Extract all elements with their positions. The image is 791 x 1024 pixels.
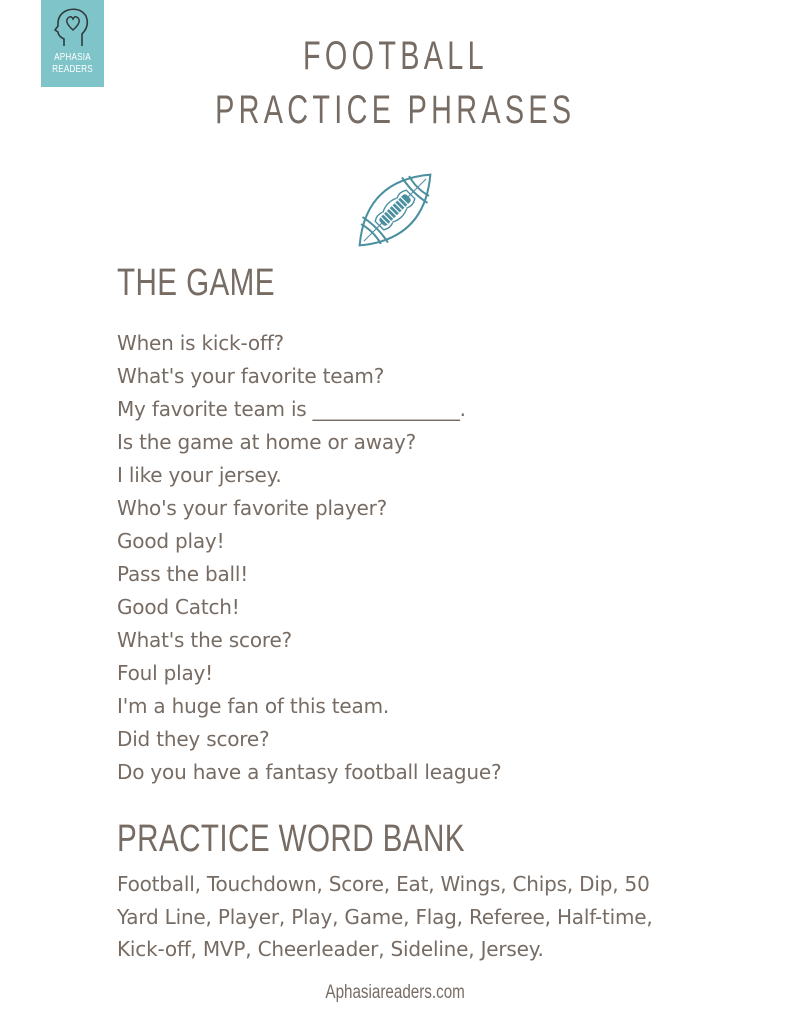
phrase-list: [117, 327, 501, 789]
phrase-item: Good play!: [117, 529, 225, 553]
phrase-item: My favorite team is _______________.: [117, 397, 466, 421]
logo-line-2: READERS: [52, 64, 93, 75]
football-icon: [343, 158, 447, 262]
phrase-item: Is the game at home or away?: [117, 430, 416, 454]
phrase-item: Foul play!: [117, 661, 213, 685]
section-heading-word-bank: PRACTICE WORD BANK: [117, 818, 465, 860]
phrase-item: Do you have a fantasy football league?: [117, 760, 502, 784]
footer-site-link[interactable]: Aphasiareaders.com: [325, 982, 466, 1003]
phrase-item: Pass the ball!: [117, 562, 249, 586]
phrase-item: Good Catch!: [117, 595, 240, 619]
phrase-item: What's the score?: [117, 628, 292, 652]
phrase-item: Did they score?: [117, 727, 270, 751]
logo-line-1: APHASIA: [54, 52, 91, 63]
page-title-line-2: PRACTICE PHRASES: [215, 88, 576, 132]
section-heading-the-game: THE GAME: [117, 262, 275, 304]
phrase-item: When is kick-off?: [117, 331, 284, 355]
phrase-item: What's your favorite team?: [117, 364, 385, 388]
phrase-item: I like your jersey.: [117, 463, 282, 487]
word-bank-text: Football, Touchdown, Score, Eat, Wings, Chips, Dip, 50 Yard Line, Player, Play, Game, Flag, Referee, Half-time, Kick-off, MVP, Cheerleader, Sideline, Jersey.: [117, 872, 653, 961]
phrase-item: Who's your favorite player?: [117, 496, 388, 520]
phrase-item: I'm a huge fan of this team.: [117, 694, 390, 718]
page-title-line-1: FOOTBALL: [302, 34, 488, 78]
